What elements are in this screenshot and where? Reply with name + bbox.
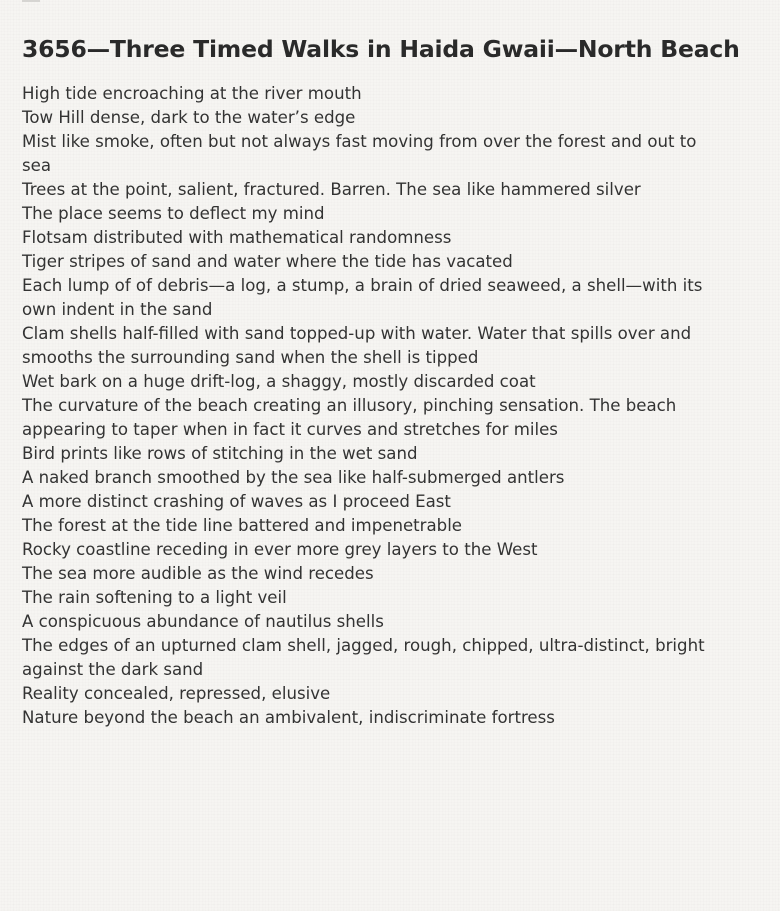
note-line[interactable]: Clam shells half-filled with sand topped-up with water. Water that spills over and smooths the surrounding sand when the shell is tipped (22, 324, 692, 367)
note-line[interactable]: Reality concealed, repressed, elusive (22, 684, 331, 703)
note-line[interactable]: The forest at the tide line battered and impenetrable (22, 516, 463, 535)
note-line[interactable]: Wet bark on a huge drift-log, a shaggy, mostly discarded coat (22, 372, 536, 391)
note-line[interactable]: High tide encroaching at the river mouth (22, 84, 362, 103)
note-line[interactable]: The edges of an upturned clam shell, jagged, rough, chipped, ultra-distinct, bright against the dark sand (22, 636, 705, 679)
note-line[interactable]: The sea more audible as the wind recedes (22, 564, 374, 583)
note-line[interactable]: Nature beyond the beach an ambivalent, indiscriminate fortress (22, 708, 555, 727)
note-line[interactable]: Rocky coastline receding in ever more grey layers to the West (22, 540, 538, 559)
note-line[interactable]: Tiger stripes of sand and water where the tide has vacated (22, 252, 513, 271)
note-line[interactable]: Mist like smoke, often but not always fast moving from over the forest and out to sea (22, 132, 697, 175)
note-line[interactable]: Trees at the point, salient, fractured. Barren. The sea like hammered silver (22, 180, 641, 199)
note-line[interactable]: Flotsam distributed with mathematical randomness (22, 228, 452, 247)
note-line[interactable]: The curvature of the beach creating an illusory, pinching sensation. The beach appearing to taper when in fact it curves and stretches for miles (22, 396, 677, 439)
note-line[interactable]: The rain softening to a light veil (22, 588, 287, 607)
note-line[interactable]: A more distinct crashing of waves as I proceed East (22, 492, 451, 511)
note-line[interactable]: The place seems to deflect my mind (22, 204, 325, 223)
note-line[interactable]: A naked branch smoothed by the sea like half-submerged antlers (22, 468, 565, 487)
note-line[interactable]: Tow Hill dense, dark to the water’s edge (22, 108, 356, 127)
top-edge-marker (22, 0, 40, 2)
note-line[interactable]: Each lump of of debris—a log, a stump, a brain of dried seaweed, a shell—with its own indent in the sand (22, 276, 703, 319)
note-title[interactable]: 3656—Three Timed Walks in Haida Gwaii—North Beach (22, 35, 740, 63)
note-content[interactable] (22, 30, 762, 730)
note-body[interactable] (22, 82, 762, 730)
note-line[interactable]: Bird prints like rows of stitching in the wet sand (22, 444, 418, 463)
note-line[interactable]: A conspicuous abundance of nautilus shells (22, 612, 384, 631)
